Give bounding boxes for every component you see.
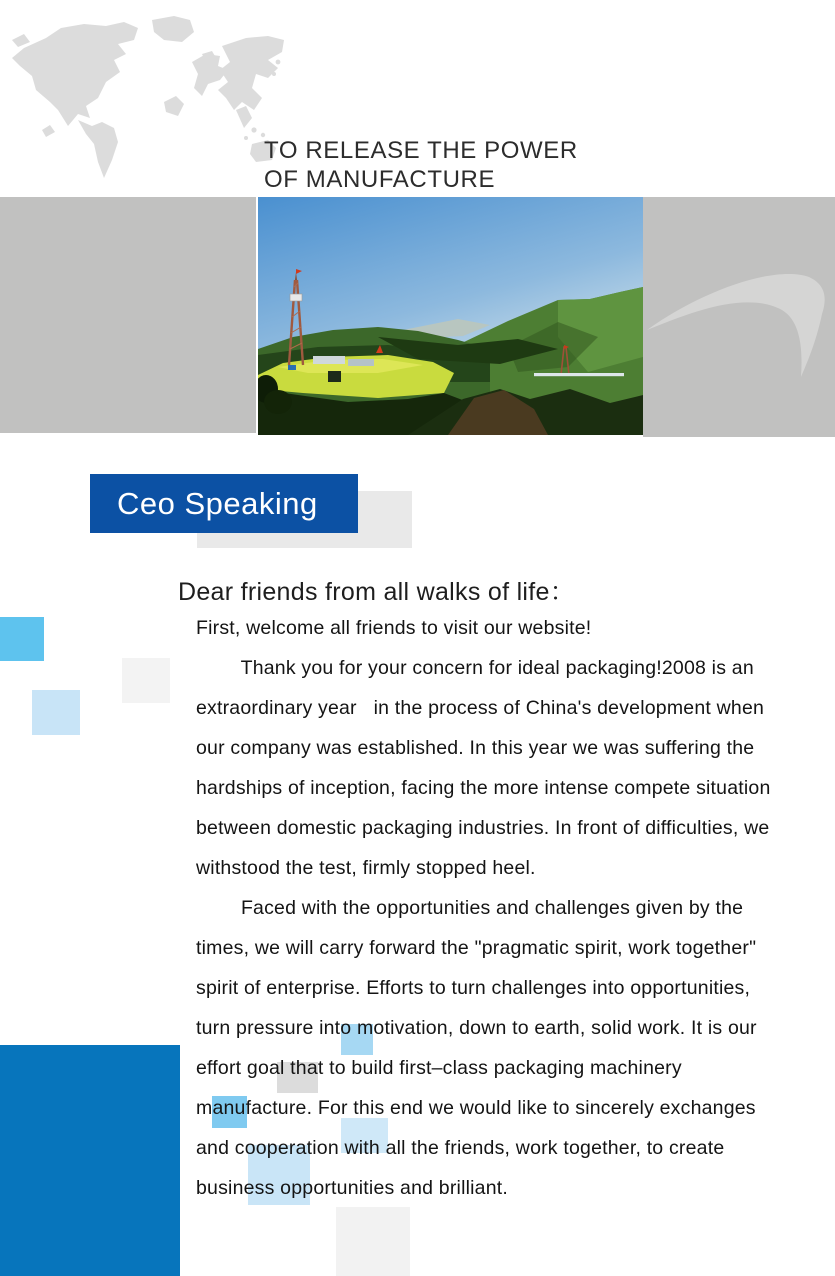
ceo-message-body xyxy=(196,608,828,1208)
swoosh-icon xyxy=(643,197,835,437)
body-line: First, welcome all friends to visit our website! xyxy=(196,617,592,639)
ceo-speaking-banner xyxy=(90,474,358,533)
body-line: turn pressure into motivation, down to earth, solid work. It is our xyxy=(196,1017,757,1039)
landscape-photo xyxy=(258,197,643,435)
decor-square-bottom-gray xyxy=(336,1207,410,1276)
page-title xyxy=(264,136,578,194)
ceo-speaking-label: Ceo Speaking xyxy=(117,486,318,521)
hero-band-left xyxy=(0,197,256,433)
body-line: times, we will carry forward the "pragmatic spirit, work together" xyxy=(196,937,757,959)
blue-accent-block xyxy=(0,1045,180,1276)
salutation-heading: Dear friends from all walks of life： xyxy=(178,578,576,606)
body-line: and cooperation with all the friends, work together, to create xyxy=(196,1137,725,1159)
world-map-icon xyxy=(6,10,288,188)
page-title-line2: OF MANUFACTURE xyxy=(264,166,496,193)
decor-square-light-gray xyxy=(122,658,170,703)
body-line: manufacture. For this end we would like to sincerely exchanges xyxy=(196,1097,756,1119)
body-line: our company was established. In this year we was suffering the xyxy=(196,737,755,759)
body-line: effort goal that to build first–class packaging machinery xyxy=(196,1057,682,1079)
body-line: extraordinary year in the process of China's development when xyxy=(196,697,765,719)
body-line: hardships of inception, facing the more intense compete situation xyxy=(196,777,771,799)
body-line: business opportunities and brilliant. xyxy=(196,1177,509,1199)
decor-square-sky-blue xyxy=(0,617,44,661)
page-title-line1: TO RELEASE THE POWER xyxy=(264,137,578,164)
decor-square-pale-blue xyxy=(32,690,80,735)
body-line: between domestic packaging industries. In front of difficulties, we xyxy=(196,817,770,839)
body-line: withstood the test, firmly stopped heel. xyxy=(196,857,536,879)
body-line: Thank you for your concern for ideal packaging!2008 is an xyxy=(196,657,754,679)
hero-band-right xyxy=(643,197,835,437)
body-line: spirit of enterprise. Efforts to turn challenges into opportunities, xyxy=(196,977,751,999)
body-line: Faced with the opportunities and challenges given by the xyxy=(196,897,744,919)
